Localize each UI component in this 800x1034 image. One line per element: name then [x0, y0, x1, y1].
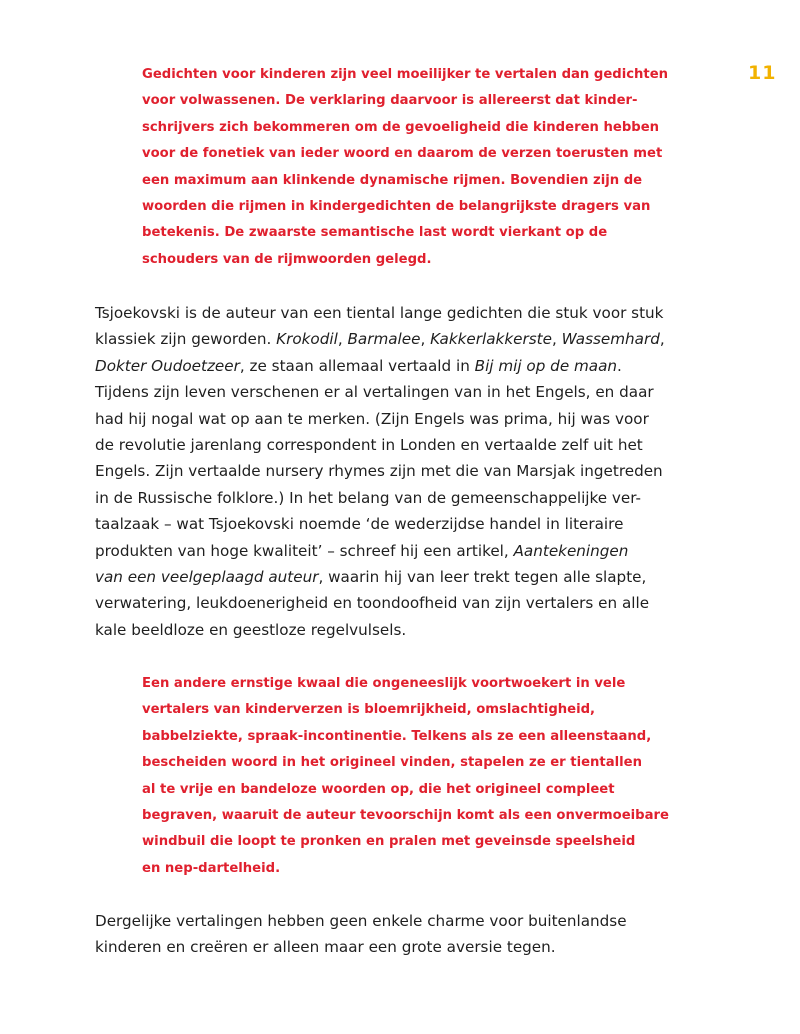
- quote-line: betekenis. De zwaarste semantische last wordt vierkant op de: [142, 225, 608, 241]
- quote-line: een maximum aan klinkende dynamische rijmen. Bovendien zijn de: [142, 172, 643, 188]
- quote-line: begraven, waaruit de auteur tevoorschijn komt als een onvermoeibare: [142, 808, 669, 824]
- quote-line: bescheiden woord in het origineel vinden, stapelen ze er tientallen: [142, 755, 643, 771]
- paragraph-line: [95, 538, 655, 564]
- text-run: Engels. Zijn vertaalde nursery rhymes zijn met die van Marsjak ingetreden: [95, 462, 663, 481]
- page-number: 11: [748, 62, 777, 84]
- quote-line: al te vrije en bandeloze woorden op, die het origineel compleet: [142, 781, 615, 797]
- text-run: in de Russische folklore.) In het belang van de gemeenschappelijke ver-: [95, 488, 642, 507]
- book-title: Barmalee: [347, 330, 421, 349]
- book-title: Bij mij op de maan: [474, 356, 618, 375]
- paragraph-line: [95, 590, 655, 616]
- paragraph-line: [95, 432, 655, 458]
- text-run: taalzaak – wat Tsjoekovski noemde ‘de wederzijdse handel in literaire: [95, 515, 624, 534]
- block-quote-2: [142, 671, 669, 882]
- paragraph-line: [95, 353, 655, 379]
- paragraph-line: [95, 300, 664, 326]
- text-run: kale beeldloze en geestloze regelvulsels.: [95, 620, 407, 639]
- book-title: Wassemhard: [561, 330, 660, 349]
- article-title: Aantekeningen: [513, 541, 629, 560]
- paragraph-line: [95, 617, 655, 643]
- quote-line: Gedichten voor kinderen zijn veel moeilijker te vertalen dan gedichten: [142, 67, 669, 82]
- paragraph-line: [95, 458, 663, 484]
- quote-line: en nep-dartelheid.: [142, 860, 281, 876]
- paragraph-line: kinderen en creëren er alleen maar een grote aversie tegen.: [95, 938, 556, 957]
- book-title: Dokter Oudoetzeer: [95, 356, 240, 375]
- text-run: produkten van hoge kwaliteit’ – schreef hij een artikel,: [95, 541, 514, 560]
- text-run: ,: [337, 330, 348, 349]
- text-run: ,: [420, 330, 431, 349]
- article-title: van een veelgeplaagd auteur: [95, 568, 319, 587]
- quote-line: voor de fonetiek van ieder woord en daarom de verzen toerusten met: [142, 146, 663, 162]
- paragraph-line: [95, 485, 655, 511]
- quote-line: vertalers van kinderverzen is bloemrijkheid, omslachtigheid,: [142, 702, 596, 718]
- text-run: klassiek zijn geworden.: [95, 330, 277, 349]
- paragraph-line: [95, 379, 655, 405]
- text-run: ,: [659, 330, 665, 349]
- text-run: Tsjoekovski is de auteur van een tiental lange gedichten die stuk voor stuk: [95, 304, 664, 322]
- text-run: , ze staan allemaal vertaald in: [239, 356, 475, 375]
- body-paragraph-2: [95, 908, 655, 961]
- quote-line: schouders van de rijmwoorden gelegd.: [142, 251, 432, 267]
- quote-line: Een andere ernstige kwaal die ongeneeslijk voortwoekert in vele: [142, 676, 626, 691]
- text-run: .: [617, 356, 622, 375]
- text-run: verwatering, leukdoenerigheid en toondoofheid van zijn vertalers en alle: [95, 594, 650, 613]
- text-run: ,: [551, 330, 562, 349]
- quote-line: woorden die rijmen in kindergedichten de belangrijkste dragers van: [142, 199, 651, 215]
- paragraph-line: [95, 511, 655, 537]
- text-run: de revolutie jarenlang correspondent in Londen en vertaalde zelf uit het: [95, 436, 643, 455]
- quote-line: windbuil die loopt te pronken en pralen met geveinsde speelsheid: [142, 834, 636, 850]
- body-paragraph-1: [95, 300, 665, 643]
- paragraph-line: [95, 326, 665, 352]
- text-run: had hij nogal wat op aan te merken. (Zijn Engels was prima, hij was voor: [95, 409, 649, 428]
- text-run: , waarin hij van leer trekt tegen alle slapte,: [318, 568, 647, 587]
- quote-line: voor volwassenen. De verklaring daarvoor is allereerst dat kinder-: [142, 93, 638, 109]
- quote-line: schrijvers zich bekommeren om de gevoeligheid die kinderen hebben: [142, 119, 660, 135]
- book-title: Krokodil: [276, 330, 338, 349]
- quote-line: babbelziekte, spraak-incontinentie. Telkens als ze een alleenstaand,: [142, 728, 652, 744]
- block-quote-1: [142, 62, 669, 273]
- book-title: Kakkerlakkerste: [430, 330, 552, 349]
- paragraph-line: [95, 406, 655, 432]
- paragraph-line: Dergelijke vertalingen hebben geen enkele charme voor buitenlandse: [95, 912, 627, 930]
- text-run: Tijdens zijn leven verschenen er al vertalingen van in het Engels, en daar: [95, 383, 654, 402]
- paragraph-line: [95, 564, 655, 590]
